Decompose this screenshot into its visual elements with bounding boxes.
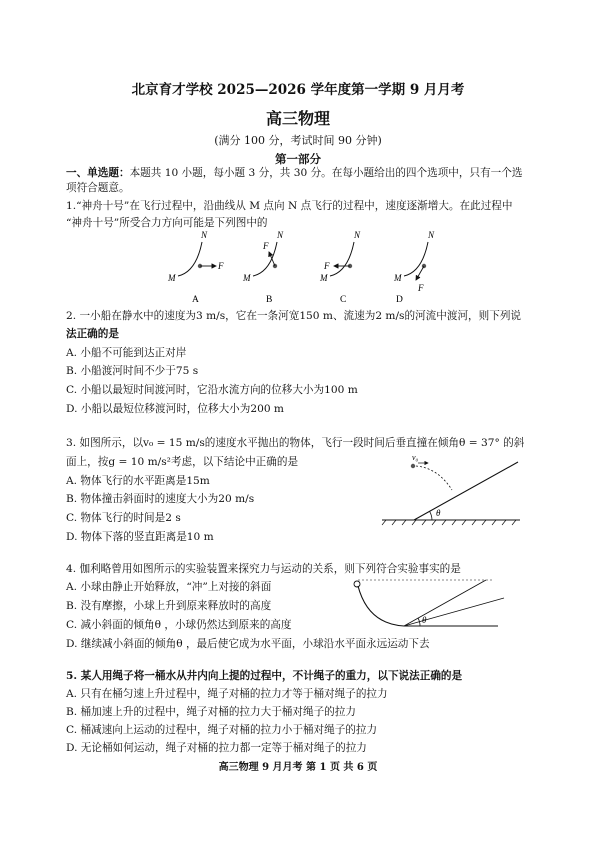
- school-title: 北京育才学校 2025—2026 学年度第一学期 9 月月考: [131, 82, 465, 98]
- section-instructions-line2: 项符合题意。: [66, 182, 130, 194]
- q4-incline-shallow: [404, 598, 504, 626]
- q5-stem: 5. 某人用绳子将一桶水从井内向上提的过程中，不计绳子的重力，以下说法正确的是: [66, 670, 463, 682]
- q4-stem: 4. 伽利略曾用如图所示的实验装置来探究力与运动的关系，则下列符合实验事实的是: [66, 563, 461, 575]
- q3-incline-figure: [376, 454, 526, 526]
- q1-figure-d: [393, 230, 435, 305]
- q3-stem-line2: 面上，按g = 10 m/s²考虑，以下结论中正确的是: [66, 456, 299, 468]
- q3-theta-label: θ: [436, 508, 441, 518]
- q2-stem-line2: 法正确的是: [66, 328, 119, 340]
- q3-stem-line1: 3. 如图所示，以v₀ = 15 m/s的速度水平抛出的物体，飞行一段时间后垂直撞在倾角θ = 37° 的斜: [66, 437, 525, 449]
- q3-option-c: C. 物体飞行的时间是2 s: [66, 512, 181, 524]
- q1-d-f-label: F: [418, 283, 424, 293]
- q1-a-f-label: F: [218, 261, 224, 271]
- q1-figure-c: [319, 230, 361, 305]
- q3-option-a: A. 物体飞行的水平距离是15m: [66, 475, 210, 487]
- section-instructions-line1: 本题共 10 小题，每小题 3 分，共 30 分。在每小题给出的四个选项中，只有一个选: [129, 167, 523, 179]
- q1-c-f-label: F: [324, 261, 330, 271]
- q4-ball: [354, 581, 360, 587]
- q1-option-b-label: B: [266, 295, 273, 305]
- q5-option-d: D. 无论桶如何运动，绳子对桶的拉力都一定等于桶对绳子的拉力: [66, 742, 367, 754]
- q2-option-c: C. 小船以最短时间渡河时，它沿水流方向的位移大小为100 m: [66, 384, 358, 396]
- q3-trajectory: [416, 466, 452, 490]
- q3-option-b: B. 物体撞击斜面时的速度大小为20 m/s: [66, 493, 255, 505]
- q4-incline-steep: [404, 580, 486, 626]
- q1-c-m-label: M: [320, 273, 328, 283]
- q1-stem-line1: 1.“神舟十号”在飞行过程中，沿曲线从 M 点向 N 点飞行的过程中，速度逐渐增大。在此过程中: [66, 200, 513, 212]
- q4-theta-label: θ: [422, 615, 427, 625]
- q4-option-a: A. 小球由静止开始释放，“冲”上对接的斜面: [66, 581, 272, 593]
- q3-option-d: D. 物体下落的竖直距离是10 m: [66, 531, 214, 543]
- q1-figure-a: [167, 230, 224, 305]
- q1-option-a-label: A: [192, 295, 199, 305]
- section-heading: 一、单选题：: [66, 167, 130, 179]
- q1-b-m-label: M: [243, 273, 251, 283]
- q3-projectile: [411, 464, 415, 468]
- q2-option-a: A. 小船不可能到达正对岸: [66, 347, 187, 359]
- q1-figure-b: [242, 230, 284, 305]
- q4-galileo-figure: [346, 574, 516, 638]
- q3-v0-label: v₀: [412, 454, 419, 462]
- q5-option-a: A. 只有在桶匀速上升过程中，绳子对桶的拉力才等于桶对绳子的拉力: [66, 688, 388, 700]
- q4-option-d: D. 继续减小斜面的倾角θ ，最后使它成为水平面，小球沿水平面永远运动下去: [66, 638, 430, 650]
- q1-figures: [160, 228, 440, 310]
- q1-option-c-label: C: [340, 295, 347, 305]
- page-footer: 高三物理 9 月月考 第 1 页 共 6 页: [218, 762, 378, 773]
- q3-ground-hatching: [382, 520, 516, 525]
- q1-d-m-label: M: [394, 273, 402, 283]
- q1-b-f-label: F: [263, 241, 269, 251]
- q1-option-d-label: D: [396, 295, 403, 305]
- subject-title: 高三物理: [265, 109, 330, 128]
- q1-a-m-label: M: [168, 273, 176, 283]
- q1-b-n-label: N: [277, 230, 284, 240]
- q5-option-c: C. 桶减速向上运动的过程中，绳子对桶的拉力小于桶对绳子的拉力: [66, 724, 378, 736]
- part-title: 第一部分: [275, 152, 321, 166]
- q2-option-d: D. 小船以最短位移渡河时，位移大小为200 m: [66, 403, 284, 415]
- q2-option-b: B. 小船渡河时间不少于75 s: [66, 365, 199, 377]
- q4-option-c: C. 减小斜面的倾角θ ，小球仍然达到原来的高度: [66, 619, 292, 631]
- q1-a-n-label: N: [201, 230, 208, 240]
- exam-info: (满分 100 分，考试时间 90 分钟): [214, 134, 382, 147]
- q2-stem-line1: 2. 一小船在静水中的速度为3 m/s，它在一条河宽150 m、流速为2 m/s的河流中渡河，则下列说: [66, 310, 522, 322]
- section-instructions: [66, 166, 522, 181]
- q1-stem-line2: “神舟十号”所受合力方向可能是下列图中的: [66, 217, 268, 229]
- q4-option-b: B. 没有摩擦，小球上升到原来释放时的高度: [66, 600, 272, 612]
- q5-option-b: B. 桶加速上升的过程中，绳子对桶的拉力大于桶对绳子的拉力: [66, 706, 356, 718]
- q1-d-n-label: N: [428, 230, 435, 240]
- q3-incline-line: [414, 462, 518, 520]
- q1-c-n-label: N: [354, 230, 361, 240]
